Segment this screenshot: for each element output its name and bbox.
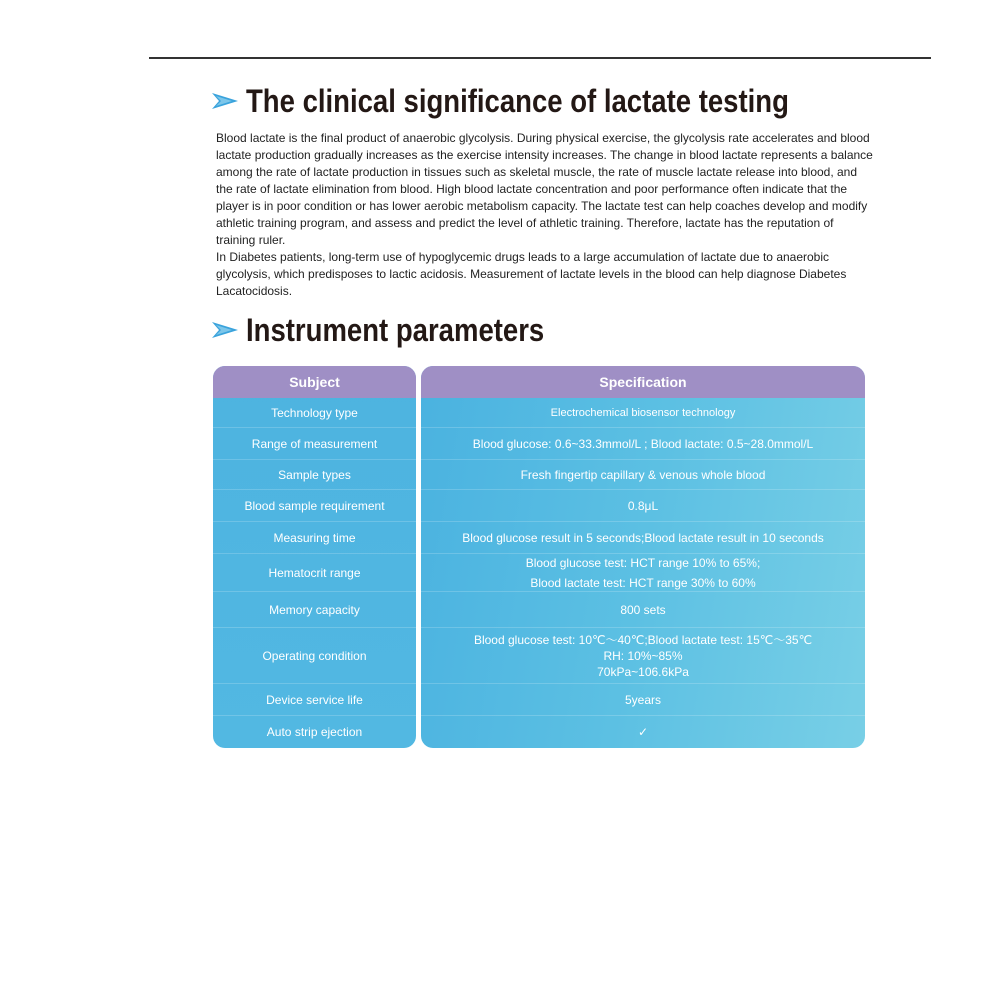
subject-label: Technology type — [271, 405, 358, 420]
section-heading-clinical — [212, 81, 877, 121]
specification-column — [421, 366, 865, 748]
page-title: The clinical significance of lactate testing — [246, 82, 789, 119]
subject-column — [213, 366, 416, 748]
subject-cell — [213, 592, 416, 628]
specification-value: 800 sets — [620, 602, 666, 617]
subject-cell — [213, 460, 416, 490]
parameters-table — [213, 366, 865, 748]
specification-cell — [421, 490, 865, 522]
specification-value: Blood glucose result in 5 seconds;Blood lactate result in 10 seconds — [462, 530, 824, 545]
specification-value: 0.8μL — [627, 498, 659, 513]
subject-label: Blood sample requirement — [244, 498, 385, 513]
specification-cell — [421, 554, 865, 592]
specification-value: 5years — [624, 692, 662, 707]
subject-cell — [213, 398, 416, 428]
specification-value: Blood lactate test: HCT range 30% to 60% — [530, 575, 756, 590]
section-heading-parameters — [212, 310, 593, 350]
specification-cell — [421, 592, 865, 628]
subject-label: Measuring time — [273, 530, 356, 545]
specification-value: Blood glucose: 0.6~33.3mmol/L ; Blood lactate: 0.5~28.0mmol/L — [472, 436, 814, 451]
specification-value: Electrochemical biosensor technology — [550, 406, 736, 419]
specification-cell — [421, 460, 865, 490]
specification-cell — [421, 428, 865, 460]
subject-label: Memory capacity — [269, 602, 360, 617]
subject-label: Sample types — [278, 467, 351, 482]
paragraph-lactate: Blood lactate is the final product of anaerobic glycolysis. During physical exercise, the glycolysis rate accelerates and blood lactate production gradually increases as the exercise intensity increases. The change in blood lactate represents a balance among the rate of lactate production in tissues such as skeletal muscle, the rate of muscle lactate release into blood, and the rate of lactate elimination from blood. High blood lactate concentration and poor performance often indicate that the player is in poor condition or has lower aerobic metabolism capacity. The lactate test can help coaches develop and modify athletic training program, and assess and predict the level of athletic training. Therefore, lactate has the reputation of training ruler. — [216, 131, 873, 247]
subject-cell — [213, 716, 416, 748]
specification-cell — [421, 716, 865, 748]
subject-cell — [213, 522, 416, 554]
subject-label: Range of measurement — [251, 436, 378, 451]
specification-cell — [421, 398, 865, 428]
subject-cell — [213, 428, 416, 460]
subject-cell — [213, 628, 416, 684]
subject-label: Hematocrit range — [268, 565, 361, 580]
specification-value: Blood glucose test: 10℃～40℃;Blood lactate test: 15℃～35℃ — [473, 632, 813, 647]
specification-value: ✓ — [637, 725, 649, 739]
specification-value: Blood glucose test: HCT range 10% to 65%; — [525, 555, 761, 570]
subject-label: Operating condition — [262, 648, 367, 663]
subject-label: Device service life — [266, 692, 363, 707]
section-title: Instrument parameters — [246, 311, 545, 348]
specification-value: Fresh fingertip capillary & venous whole blood — [520, 467, 766, 482]
arrow-right-icon — [212, 322, 238, 338]
arrow-right-icon — [212, 93, 238, 109]
specification-cell — [421, 522, 865, 554]
top-divider — [149, 57, 931, 59]
subject-label: Auto strip ejection — [266, 725, 363, 739]
specification-cell — [421, 684, 865, 716]
specification-value: RH: 10%~85% — [603, 648, 683, 663]
subject-cell — [213, 554, 416, 592]
subject-cell — [213, 490, 416, 522]
specification-cell — [421, 628, 865, 684]
specification-header: Specification — [421, 366, 865, 398]
article-body — [216, 130, 874, 300]
specification-value: 70kPa~106.6kPa — [597, 664, 689, 679]
paragraph-diabetes: In Diabetes patients, long-term use of hypoglycemic drugs leads to a large accumulation of lactate due to anaerobic glycolysis, which predisposes to lactic acidosis. Measurement of lactate levels in the blood can help diagnose Diabetes Lacatocidosis. — [216, 250, 847, 298]
subject-cell — [213, 684, 416, 716]
subject-header: Subject — [213, 366, 416, 398]
